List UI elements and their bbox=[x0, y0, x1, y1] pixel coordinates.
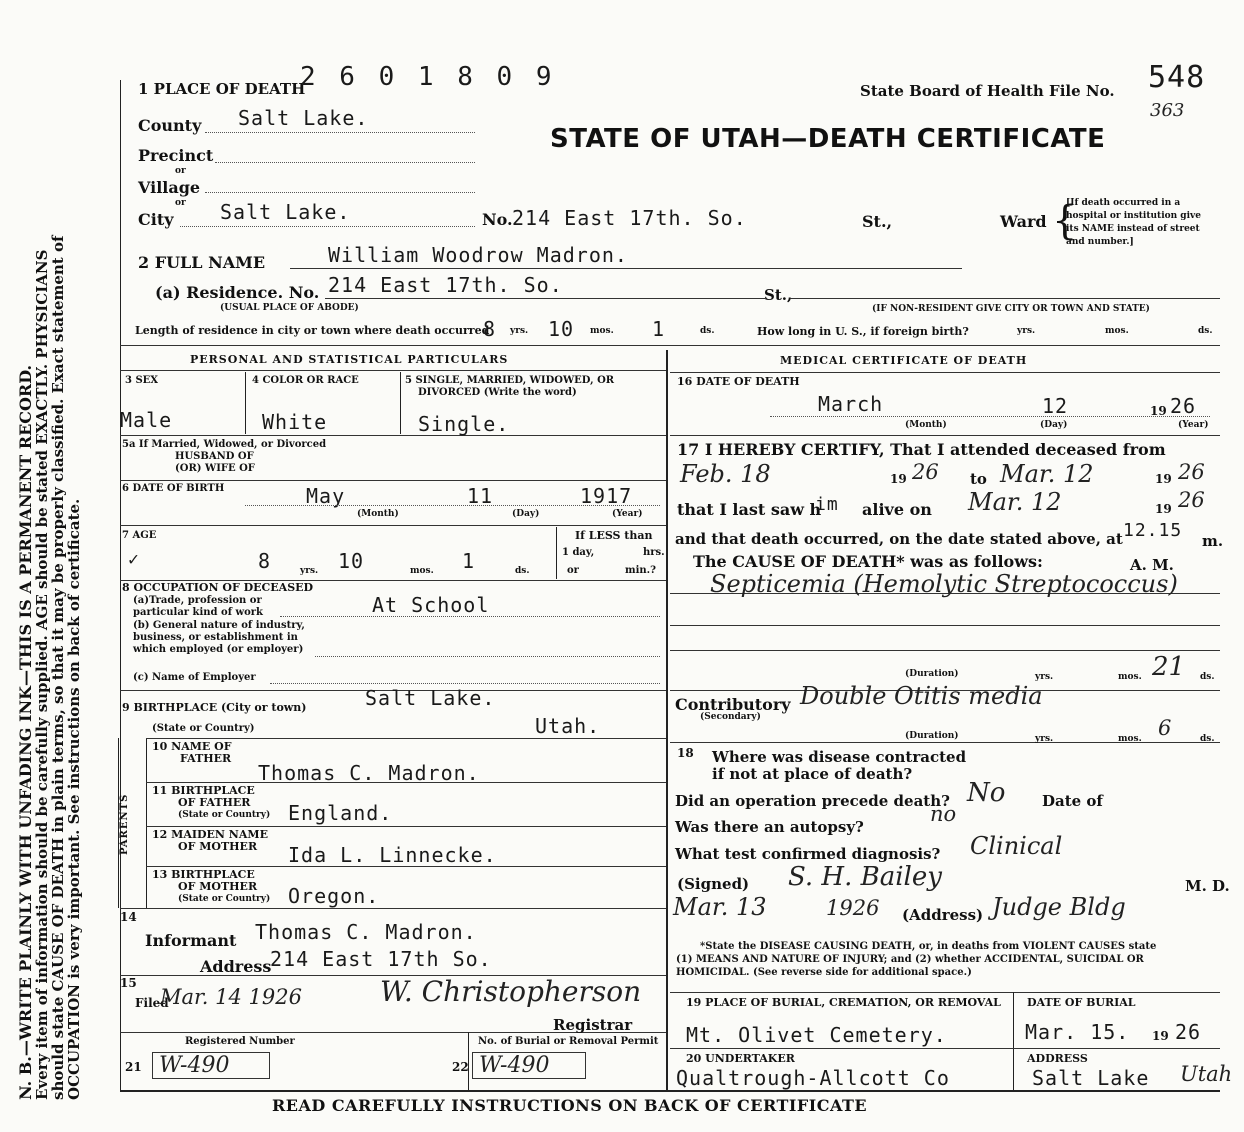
registrar-label: Registrar bbox=[553, 1016, 633, 1034]
duration-label-1: (Duration) bbox=[905, 669, 959, 679]
item-22-label: 22 bbox=[452, 1060, 469, 1074]
length-mos: 10 bbox=[548, 317, 575, 341]
undertaker-state: Utah bbox=[1180, 1062, 1233, 1086]
dod-month: March bbox=[818, 392, 884, 416]
burial-no-value: W-490 bbox=[472, 1052, 586, 1079]
marital-label-1: 5 SINGLE, MARRIED, WIDOWED, OR bbox=[405, 375, 615, 386]
ward-note-1: [If death occurred in a bbox=[1066, 198, 1181, 208]
occ-b-label-2: business, or establishment in bbox=[133, 632, 298, 643]
sign-date: Mar. 13 bbox=[673, 893, 767, 921]
age-check: ✓ bbox=[128, 549, 140, 570]
father-birthplace: England. bbox=[288, 801, 393, 825]
dob-year-caption: (Year) bbox=[612, 509, 643, 519]
county-label: County bbox=[138, 116, 202, 135]
dod-nineteen: 19 bbox=[1150, 404, 1167, 418]
sex-value: Male bbox=[120, 408, 173, 432]
spouse-label-3: (OR) WIFE OF bbox=[175, 463, 255, 474]
age-label: 7 AGE bbox=[122, 530, 157, 541]
length-ds: 1 bbox=[652, 317, 666, 341]
item-14-label: 14 bbox=[120, 910, 137, 924]
med-line-16 bbox=[670, 435, 1220, 436]
side-note-line1: N. B.—WRITE PLAINLY WITH UNFADING INK—THIS IS A PERMANENT RECORD. bbox=[16, 364, 35, 1100]
residence-value: 214 East 17th. So. bbox=[328, 273, 563, 297]
secondary-label: (Secondary) bbox=[700, 712, 761, 722]
signed-label: (Signed) bbox=[677, 875, 750, 893]
physician-signature: S. H. Bailey bbox=[788, 862, 942, 892]
informant-address-label: Address bbox=[200, 957, 272, 976]
informant-name: Thomas C. Madron. bbox=[255, 920, 477, 944]
county-value: Salt Lake. bbox=[238, 106, 369, 130]
age-less-divider bbox=[556, 527, 557, 579]
birthplace-state: Utah. bbox=[535, 714, 601, 738]
or-2: or bbox=[175, 198, 186, 208]
item-15-label: 15 bbox=[120, 976, 137, 990]
full-name-label: 2 FULL NAME bbox=[138, 253, 266, 272]
registrar-signature: W. Christopherson bbox=[380, 975, 642, 1008]
sex-label: 3 SEX bbox=[125, 375, 159, 386]
occ-a-label-2: particular kind of work bbox=[133, 607, 263, 618]
fbirth-label-2: OF FATHER bbox=[178, 796, 251, 809]
op-date-label: Date of bbox=[1042, 792, 1103, 810]
to-label: to bbox=[970, 470, 987, 488]
nonres-note: (IF NON-RESIDENT GIVE CITY OR TOWN AND STATE) bbox=[872, 304, 1150, 314]
duration-ds: ds. bbox=[1200, 672, 1215, 682]
village-line bbox=[205, 192, 475, 193]
row-line-6 bbox=[120, 525, 666, 526]
row-line-mother bbox=[146, 826, 666, 827]
last-seen-year: 26 bbox=[1178, 488, 1205, 512]
death-time: 12.15 bbox=[1123, 520, 1183, 541]
mbirth-label-3: (State or Country) bbox=[178, 894, 271, 904]
dod-year-caption: (Year) bbox=[1178, 420, 1209, 430]
row-line-14 bbox=[120, 908, 666, 909]
burial-nineteen: 19 bbox=[1152, 1029, 1169, 1043]
item-21-label: 21 bbox=[125, 1060, 142, 1074]
autopsy-label: Was there an autopsy? bbox=[675, 818, 864, 836]
usual-place-note: (USUAL PLACE OF ABODE) bbox=[220, 303, 359, 313]
occ-b-line bbox=[315, 656, 660, 657]
ward-label: Ward bbox=[1000, 212, 1047, 231]
contracted-line-2: if not at place of death? bbox=[712, 765, 913, 783]
undertaker-label: 20 UNDERTAKER bbox=[686, 1052, 795, 1065]
duration-mos: mos. bbox=[1118, 672, 1142, 682]
item-18-label: 18 bbox=[677, 746, 694, 760]
or-1: or bbox=[175, 166, 186, 176]
autopsy-value: no bbox=[930, 802, 957, 826]
attend-from-nineteen: 19 bbox=[890, 472, 907, 486]
ward-note-3: its NAME instead of street bbox=[1066, 224, 1200, 234]
med-line-20 bbox=[670, 1048, 1220, 1049]
duration-yrs-2: yrs. bbox=[1035, 734, 1054, 744]
dod-day: 12 bbox=[1042, 394, 1069, 418]
age-yrs: 8 bbox=[258, 549, 272, 573]
burial-date-label: DATE OF BURIAL bbox=[1027, 996, 1136, 1009]
md-label: M. D. bbox=[1185, 877, 1230, 895]
undertaker-address-label: ADDRESS bbox=[1027, 1052, 1088, 1065]
occupation-label: 8 OCCUPATION OF DECEASED bbox=[122, 581, 314, 594]
less-or-label: or bbox=[567, 565, 579, 576]
race-value: White bbox=[262, 410, 328, 434]
certify-line-1: 17 I HEREBY CERTIFY, That I attended deceased from bbox=[677, 440, 1166, 459]
sex-race-divider bbox=[245, 372, 246, 434]
row-line-father bbox=[146, 738, 666, 739]
column-divider bbox=[666, 350, 668, 1090]
age-mos-label: mos. bbox=[410, 566, 434, 576]
personal-heading-line bbox=[120, 370, 666, 371]
father-label-1: 10 NAME OF bbox=[152, 740, 232, 753]
residence-st: St., bbox=[764, 286, 793, 304]
county-line bbox=[205, 132, 475, 133]
dod-label: 16 DATE OF DEATH bbox=[677, 375, 800, 388]
cause-line-2 bbox=[670, 625, 1220, 626]
birth-state-label: (State or Country) bbox=[152, 723, 255, 734]
informant-address: 214 East 17th So. bbox=[270, 947, 492, 971]
contrib-duration: 6 bbox=[1158, 716, 1172, 740]
occ-a-line bbox=[280, 616, 660, 617]
medical-heading: MEDICAL CERTIFICATE OF DEATH bbox=[780, 354, 1028, 367]
dod-line bbox=[770, 416, 1210, 417]
dod-day-caption: (Day) bbox=[1040, 420, 1068, 430]
duration-ds-2: ds. bbox=[1200, 734, 1215, 744]
operation-value: No bbox=[967, 778, 1006, 808]
certify-line-3b: m. bbox=[1202, 532, 1224, 550]
length-label: Length of residence in city or town where death occurred bbox=[135, 324, 490, 337]
filed-label: Filed bbox=[135, 996, 169, 1010]
burial-place: Mt. Olivet Cemetery. bbox=[686, 1023, 947, 1047]
footer-instructions: READ CAREFULLY INSTRUCTIONS ON BACK OF CERTIFICATE bbox=[272, 1096, 868, 1115]
length-yrs: 8 bbox=[483, 317, 497, 341]
fbirth-label-1: 11 BIRTHPLACE bbox=[152, 784, 255, 797]
medical-heading-line bbox=[670, 372, 1220, 373]
no-label: No. bbox=[482, 210, 513, 229]
dob-year: 1917 bbox=[580, 484, 633, 508]
burial-year: 26 bbox=[1175, 1020, 1202, 1044]
footnote-2: (1) MEANS AND NATURE OF INJURY; and (2) whether ACCIDENTAL, SUICIDAL OR bbox=[676, 954, 1144, 965]
occ-b-label-1: (b) General nature of industry, bbox=[133, 620, 305, 631]
less-hrs-label: hrs. bbox=[643, 547, 665, 558]
occupation-value: At School bbox=[372, 593, 490, 617]
birthplace-label: 9 BIRTHPLACE (City or town) bbox=[122, 701, 307, 714]
bottom-border bbox=[120, 1090, 1220, 1092]
cause-of-death: Septicemia (Hemolytic Streptococcus) bbox=[710, 570, 1178, 598]
precinct-line bbox=[215, 162, 475, 163]
occ-a-label-1: (a)Trade, profession or bbox=[133, 595, 262, 606]
undertaker-name: Qualtrough-Allcott Co bbox=[676, 1066, 950, 1090]
nonres-line bbox=[790, 298, 1220, 299]
less-min-label: min.? bbox=[625, 565, 656, 576]
age-mos: 10 bbox=[338, 549, 365, 573]
city-value: Salt Lake. bbox=[220, 200, 351, 224]
dob-line bbox=[245, 505, 660, 506]
med-line-19 bbox=[670, 992, 1220, 993]
length-mos-label: mos. bbox=[590, 326, 614, 336]
duration-value: 21 bbox=[1152, 652, 1186, 682]
ward-note-2: hospital or institution give bbox=[1066, 211, 1201, 221]
less-than-label: If LESS than bbox=[575, 529, 653, 542]
ampm: A. M. bbox=[1130, 556, 1174, 574]
contributory-cause: Double Otitis media bbox=[800, 682, 1043, 710]
dob-day: 11 bbox=[467, 484, 494, 508]
undertaker-address: Salt Lake bbox=[1032, 1066, 1150, 1090]
certify-line-2c: alive on bbox=[862, 500, 932, 519]
dod-year: 26 bbox=[1170, 394, 1197, 418]
mother-label-2: OF MOTHER bbox=[178, 840, 258, 853]
city-label: City bbox=[138, 210, 174, 229]
side-instructions bbox=[18, 236, 82, 1100]
marital-value: Single. bbox=[418, 412, 510, 436]
cause-line-3 bbox=[670, 650, 1220, 651]
side-note-line2: Every item of information should be carefully supplied. AGE should be stated EXACTLY. PHYSICIANS bbox=[33, 249, 51, 1100]
occ-c-line bbox=[270, 683, 660, 684]
city-line bbox=[180, 226, 475, 227]
physician-address: Judge Bldg bbox=[992, 893, 1126, 921]
us-label: How long in U. S., if foreign birth? bbox=[757, 325, 969, 338]
spouse-label-2: HUSBAND OF bbox=[175, 451, 254, 462]
us-mos: mos. bbox=[1105, 326, 1129, 336]
village-label: Village bbox=[138, 178, 201, 197]
attend-to-year: 26 bbox=[1178, 460, 1205, 484]
age-ds-label: ds. bbox=[515, 566, 530, 576]
fbirth-label-3: (State or Country) bbox=[178, 810, 271, 820]
dob-label: 6 DATE OF BIRTH bbox=[122, 483, 225, 494]
file-no-label: State Board of Health File No. bbox=[860, 82, 1115, 100]
full-name-value: William Woodrow Madron. bbox=[328, 243, 628, 267]
footnote-1: *State the DISEASE CAUSING DEATH, or, in deaths from VIOLENT CAUSES state bbox=[700, 941, 1157, 952]
mother-birthplace: Oregon. bbox=[288, 884, 380, 908]
place-of-death-label: 1 PLACE OF DEATH bbox=[138, 80, 306, 98]
street-value: 214 East 17th. So. bbox=[512, 206, 747, 230]
attend-from: Feb. 18 bbox=[680, 460, 771, 488]
test-value: Clinical bbox=[970, 832, 1063, 860]
row-line-3 bbox=[120, 435, 666, 436]
age-ds: 1 bbox=[462, 549, 476, 573]
st-label: St., bbox=[862, 212, 893, 231]
length-ds-label: ds. bbox=[700, 326, 715, 336]
dod-month-caption: (Month) bbox=[905, 420, 947, 430]
certificate-title: STATE OF UTAH—DEATH CERTIFICATE bbox=[550, 124, 1106, 154]
father-label-2: FATHER bbox=[180, 752, 232, 765]
test-label: What test confirmed diagnosis? bbox=[675, 845, 941, 863]
reg-no-value: W-490 bbox=[152, 1052, 270, 1079]
attend-from-year: 26 bbox=[912, 460, 939, 484]
occ-b-label-3: which employed (or employer) bbox=[133, 644, 304, 655]
duration-mos-2: mos. bbox=[1118, 734, 1142, 744]
attend-to-nineteen: 19 bbox=[1155, 472, 1172, 486]
certify-line-3: and that death occurred, on the date stated above, at bbox=[675, 530, 1123, 548]
burial-no-label: No. of Burial or Removal Permit bbox=[478, 1036, 659, 1047]
race-label: 4 COLOR OR RACE bbox=[252, 375, 359, 386]
length-yrs-label: yrs. bbox=[510, 326, 529, 336]
personal-heading: PERSONAL AND STATISTICAL PARTICULARS bbox=[190, 353, 509, 366]
us-yrs: yrs. bbox=[1017, 326, 1036, 336]
last-seen-date: Mar. 12 bbox=[968, 488, 1062, 516]
certify-line-2a: that I last saw h bbox=[677, 500, 822, 519]
duration-label-2: (Duration) bbox=[905, 731, 959, 741]
operation-label: Did an operation precede death? bbox=[675, 792, 950, 810]
side-note-line3: should state CAUSE OF DEATH in plain terms, so that it may be properly classified. Exact statement of bbox=[49, 235, 67, 1100]
reg-no-label: Registered Number bbox=[185, 1036, 295, 1047]
burial-place-label: 19 PLACE OF BURIAL, CREMATION, OR REMOVAL bbox=[686, 996, 1001, 1009]
attend-to: Mar. 12 bbox=[1000, 460, 1094, 488]
residence-line bbox=[325, 298, 765, 299]
contracted-line-1: Where was disease contracted bbox=[712, 748, 967, 766]
parents-bar-left bbox=[146, 738, 147, 908]
dob-month-caption: (Month) bbox=[357, 509, 399, 519]
form-left-border bbox=[120, 80, 121, 1090]
mother-label-1: 12 MAIDEN NAME bbox=[152, 828, 268, 841]
less-day-label: 1 day, bbox=[562, 547, 595, 558]
burial-divider bbox=[1013, 992, 1014, 1090]
duration-yrs: yrs. bbox=[1035, 672, 1054, 682]
precinct-label: Precinct bbox=[138, 146, 214, 165]
last-seen-nineteen: 19 bbox=[1155, 502, 1172, 516]
mbirth-label-1: 13 BIRTHPLACE bbox=[152, 868, 255, 881]
cause-label: The CAUSE OF DEATH* was as follows: bbox=[693, 552, 1043, 571]
contributory-label: Contributory bbox=[675, 695, 791, 714]
age-yrs-label: yrs. bbox=[300, 566, 319, 576]
filed-date: Mar. 14 1926 bbox=[160, 985, 302, 1009]
footnote-3: HOMICIDAL. (See reverse side for additional space.) bbox=[676, 967, 972, 978]
spouse-label-1: 5a If Married, Widowed, or Divorced bbox=[122, 439, 327, 450]
section-divider bbox=[120, 345, 1220, 346]
phys-address-label: (Address) bbox=[902, 906, 984, 924]
certify-line-2b: im bbox=[815, 494, 839, 515]
dob-month: May bbox=[306, 484, 346, 508]
burial-date: Mar. 15. bbox=[1025, 1020, 1130, 1044]
sign-year: 1926 bbox=[826, 896, 880, 920]
ward-brace: { bbox=[1052, 198, 1078, 244]
informant-label: Informant bbox=[145, 931, 237, 950]
dob-day-caption: (Day) bbox=[512, 509, 540, 519]
serial-number: 2 6 0 1 8 0 9 bbox=[300, 62, 556, 92]
full-name-line bbox=[290, 268, 962, 269]
father-name: Thomas C. Madron. bbox=[258, 761, 480, 785]
us-ds: ds. bbox=[1198, 326, 1213, 336]
row-line-5a bbox=[120, 480, 666, 481]
ward-note-4: and number.] bbox=[1066, 237, 1134, 247]
side-note-line4: OCCUPATION is very important. See instructions on back of certificate. bbox=[65, 498, 83, 1100]
race-marital-divider bbox=[400, 372, 401, 434]
file-no-handwritten: 363 bbox=[1150, 100, 1185, 121]
marital-label-2: DIVORCED (Write the word) bbox=[418, 387, 577, 398]
birthplace-city: Salt Lake. bbox=[365, 686, 496, 710]
occ-c-label: (c) Name of Employer bbox=[133, 672, 256, 683]
mbirth-label-2: OF MOTHER bbox=[178, 880, 258, 893]
parents-label: PARENTS bbox=[119, 793, 130, 855]
residence-label: (a) Residence. No. bbox=[155, 283, 320, 302]
file-no: 548 bbox=[1148, 60, 1206, 95]
mother-name: Ida L. Linnecke. bbox=[288, 843, 497, 867]
